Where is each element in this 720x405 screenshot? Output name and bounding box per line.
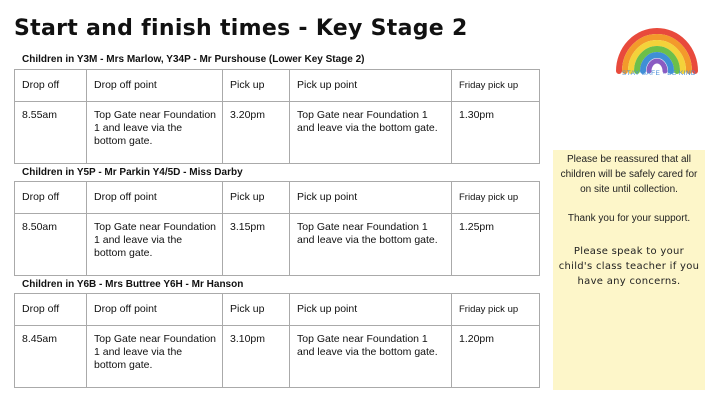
- thanks-note: Thank you for your support.: [567, 213, 691, 224]
- header-friday-pick-up: Friday pick up: [452, 182, 540, 214]
- drop-off-time: 8.50am: [15, 214, 87, 276]
- header-drop-off: Drop off: [15, 294, 87, 326]
- pick-up-point: Top Gate near Foundation 1 and leave via the bottom gate.: [290, 326, 452, 388]
- friday-pick-up-time: 1.20pm: [452, 326, 540, 388]
- section-heading-y5: Children in Y5P - Mr Parkin Y4/5D - Miss Darby: [22, 167, 243, 178]
- pick-up-time: 3.15pm: [223, 214, 290, 276]
- times-table-lower-ks2: [14, 69, 540, 164]
- section-heading-y6: Children in Y6B - Mrs Buttree Y6H - Mr Hanson: [22, 279, 244, 290]
- pick-up-time: 3.20pm: [223, 102, 290, 164]
- header-pick-up: Pick up: [223, 182, 290, 214]
- drop-off-time: 8.55am: [15, 102, 87, 164]
- drop-off-time: 8.45am: [15, 326, 87, 388]
- header-friday-pick-up: Friday pick up: [452, 294, 540, 326]
- pick-up-point: Top Gate near Foundation 1 and leave via the bottom gate.: [290, 102, 452, 164]
- header-drop-off-point: Drop off point: [87, 182, 223, 214]
- table-row: [15, 214, 540, 276]
- header-drop-off-point: Drop off point: [87, 70, 223, 102]
- table-row: [15, 326, 540, 388]
- contact-teacher-note: Please speak to your child's class teacher if you have any concerns.: [558, 246, 700, 287]
- header-drop-off: Drop off: [15, 182, 87, 214]
- pick-up-time: 3.10pm: [223, 326, 290, 388]
- rainbow-logo-icon: [607, 9, 707, 89]
- times-table-y6: [14, 293, 540, 388]
- header-pick-up-point: Pick up point: [290, 70, 452, 102]
- header-friday-pick-up: Friday pick up: [452, 70, 540, 102]
- friday-pick-up-time: 1.30pm: [452, 102, 540, 164]
- section-heading-lower-ks2: Children in Y3M - Mrs Marlow, Y34P - Mr Purshouse (Lower Key Stage 2): [22, 54, 365, 65]
- drop-off-point: Top Gate near Foundation 1 and leave via the bottom gate.: [87, 326, 223, 388]
- header-pick-up-point: Pick up point: [290, 182, 452, 214]
- drop-off-point: Top Gate near Foundation 1 and leave via the bottom gate.: [87, 214, 223, 276]
- drop-off-point: Top Gate near Foundation 1 and leave via the bottom gate.: [87, 102, 223, 164]
- pick-up-point: Top Gate near Foundation 1 and leave via the bottom gate.: [290, 214, 452, 276]
- table-row: [15, 102, 540, 164]
- table-header-row: [15, 70, 540, 102]
- friday-pick-up-time: 1.25pm: [452, 214, 540, 276]
- reassurance-note: Please be reassured that all children will be safely cared for on site until collection.: [560, 154, 698, 195]
- header-drop-off-point: Drop off point: [87, 294, 223, 326]
- header-pick-up: Pick up: [223, 294, 290, 326]
- logo-caption: STAY SAFE · BE KIND: [621, 70, 697, 77]
- table-header-row: [15, 182, 540, 214]
- header-drop-off: Drop off: [15, 70, 87, 102]
- header-pick-up-point: Pick up point: [290, 294, 452, 326]
- times-table-y5: [14, 181, 540, 276]
- header-pick-up: Pick up: [223, 70, 290, 102]
- page-title: Start and finish times - Key Stage 2: [14, 16, 468, 41]
- table-header-row: [15, 294, 540, 326]
